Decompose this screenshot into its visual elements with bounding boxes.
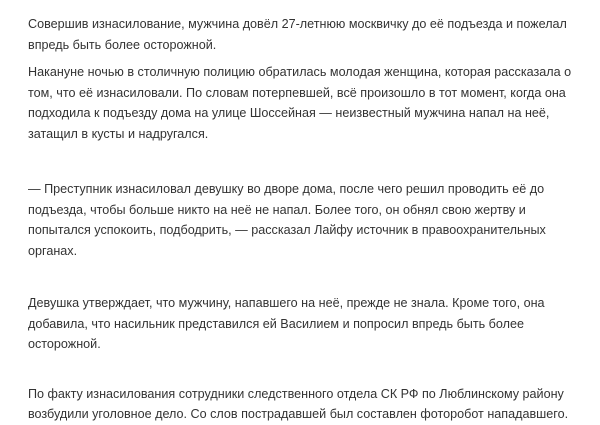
paragraph-spacer-2 [28,268,586,293]
article-body [28,14,586,425]
article-paragraph-victim-statement: Девушка утверждает, что мужчину, напавшего на неё, прежде не знала. Кроме того, она добавила, что насильник представился ей Василием и попросил впредь быть более осторожной. [28,296,545,351]
article-lead-paragraph: Совершив изнасилование, мужчина довёл 27-летнюю москвичку до её подъезда и пожелал впредь быть более осторожной. [28,17,567,52]
paragraph-spacer-1 [28,151,586,179]
paragraph-spacer-3 [28,362,586,384]
article-paragraph-investigation: По факту изнасилования сотрудники следственного отдела СК РФ по Люблинскому району возбудили уголовное дело. Со слов пострадавшей был составлен фоторобот нападавшего. [28,386,569,421]
article-paragraph-quote: — Преступник изнасиловал девушку во дворе дома, после чего решил проводить её до подъезда, чтобы больше никто на неё не напал. Более того, он обнял свою жертву и попытался успокоить, подбодрить, — рассказал Лайфу источник в правоохранительных органах. [28,182,546,258]
article-paragraph-intro: Накануне ночью в столичную полицию обратилась молодая женщина, которая рассказала о том, что её изнасиловали. По словам потерпевшей, всё произошло в тот момент, когда она подходила к подъезду дома на улице Шоссейная — неизвестный мужчина напал на неё, затащил в кусты и надругался. [28,65,572,141]
